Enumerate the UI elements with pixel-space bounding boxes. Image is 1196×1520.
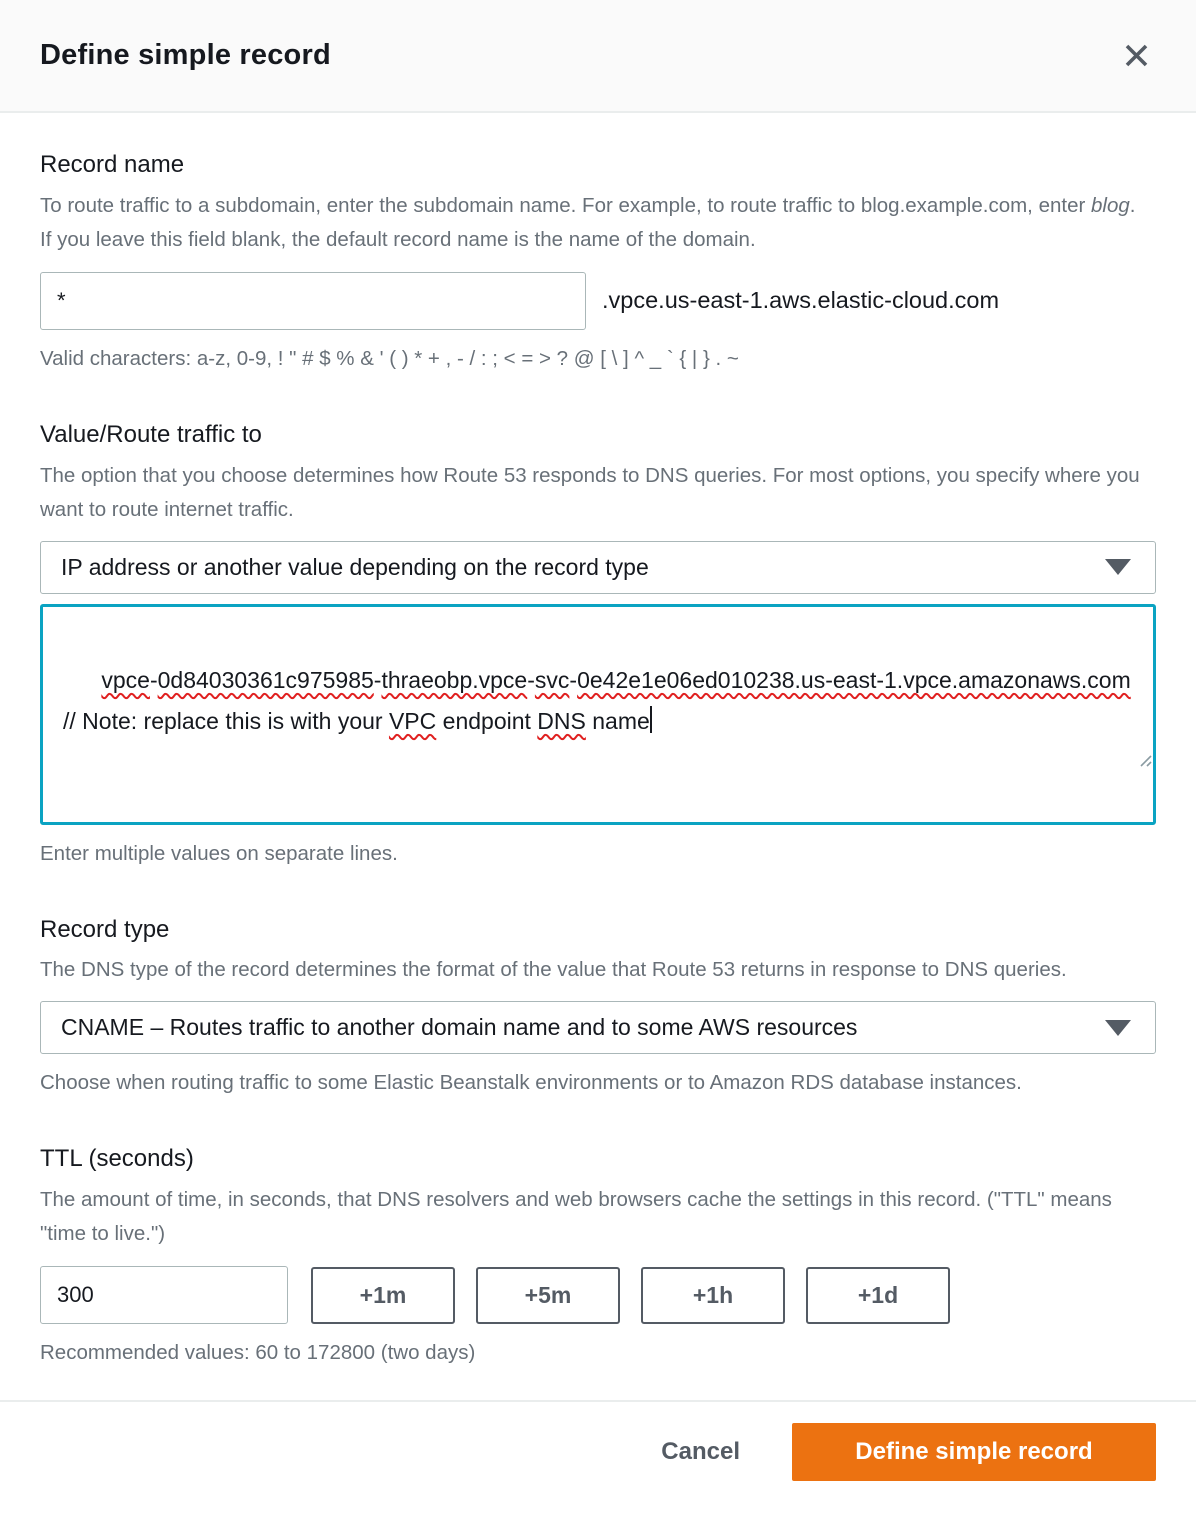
record-type-helper: Choose when routing traffic to some Elastic Beanstalk environments or to Amazon RDS database instances.	[40, 1071, 1022, 1095]
dialog-header	[0, 0, 1196, 113]
record-type-label: Record type	[40, 915, 170, 943]
value-route-label: Value/Route traffic to	[40, 420, 262, 448]
close-icon	[1123, 57, 1150, 72]
record-name-row	[40, 272, 1156, 330]
ttl-description: The amount of time, in seconds, that DNS resolvers and web browsers cache the settings in this record. ("TTL" means "time to live.")	[40, 1188, 1112, 1246]
value-textarea[interactable]	[40, 604, 1156, 825]
close-button[interactable]	[1119, 38, 1154, 73]
chevron-down-icon	[1105, 1020, 1131, 1036]
record-name-description-text: To route traffic to a subdomain, enter the subdomain name. For example, to route traffic to blog.example.com, enter	[40, 193, 1091, 217]
record-type-select-value: CNAME – Routes traffic to another domain name and to some AWS resources	[61, 1014, 858, 1041]
value-textarea-text: vpce-0d84030361c975985-thraeobp.vpce-svc-0e42e1e06ed010238.us-east-1.vpce.amazonaws.com // Note: replace this is with your VPC endpoint DNS name	[63, 666, 1150, 734]
ttl-plus-1m-button[interactable]: +1m	[311, 1267, 455, 1324]
value-route-select[interactable]	[40, 541, 1156, 594]
value-multiline-note: Enter multiple values on separate lines.	[40, 841, 398, 865]
resize-handle-icon[interactable]	[1086, 698, 1152, 821]
chevron-down-icon	[1105, 559, 1131, 575]
record-name-input[interactable]	[40, 272, 586, 330]
record-name-label: Record name	[40, 151, 185, 178]
cancel-button[interactable]: Cancel	[649, 1428, 752, 1476]
ttl-plus-1d-button[interactable]: +1d	[806, 1267, 950, 1324]
record-name-description-text-after: . If you leave this field blank, the default record name is the name of the domain.	[40, 193, 1136, 251]
record-type-description: The DNS type of the record determines the format of the value that Route 53 returns in response to DNS queries.	[40, 958, 1067, 982]
ttl-recommended: Recommended values: 60 to 172800 (two days)	[40, 1341, 476, 1365]
domain-suffix: .vpce.us-east-1.aws.elastic-cloud.com	[602, 287, 1000, 314]
value-route-select-value: IP address or another value depending on the record type	[61, 553, 649, 580]
ttl-section	[40, 1145, 1156, 1368]
dialog-body	[0, 113, 1196, 1368]
value-route-section	[40, 421, 1156, 869]
ttl-label: TTL (seconds)	[40, 1145, 194, 1173]
record-type-select[interactable]	[40, 1001, 1156, 1054]
ttl-plus-5m-button[interactable]: +5m	[476, 1267, 620, 1324]
record-name-description	[40, 189, 1150, 257]
text-cursor-icon	[650, 706, 652, 733]
dialog-footer	[0, 1402, 1196, 1496]
record-name-constraint: Valid characters: a-z, 0-9, ! " # $ % & ' ( ) * + , - / : ; < = > ? @ [ \ ] ^ _ ` { | } . ~	[40, 346, 739, 370]
ttl-plus-1h-button[interactable]: +1h	[641, 1267, 785, 1324]
ttl-input[interactable]	[40, 1266, 288, 1324]
dialog-title: Define simple record	[40, 39, 331, 71]
define-simple-record-button[interactable]: Define simple record	[792, 1423, 1156, 1481]
value-route-description: The option that you choose determines how Route 53 responds to DNS queries. For most options, you specify where you want to route internet traffic.	[40, 463, 1140, 521]
record-type-section	[40, 916, 1156, 1099]
ttl-row	[40, 1266, 1156, 1324]
record-name-description-italic: blog	[1091, 193, 1130, 217]
record-name-section	[40, 151, 1156, 374]
